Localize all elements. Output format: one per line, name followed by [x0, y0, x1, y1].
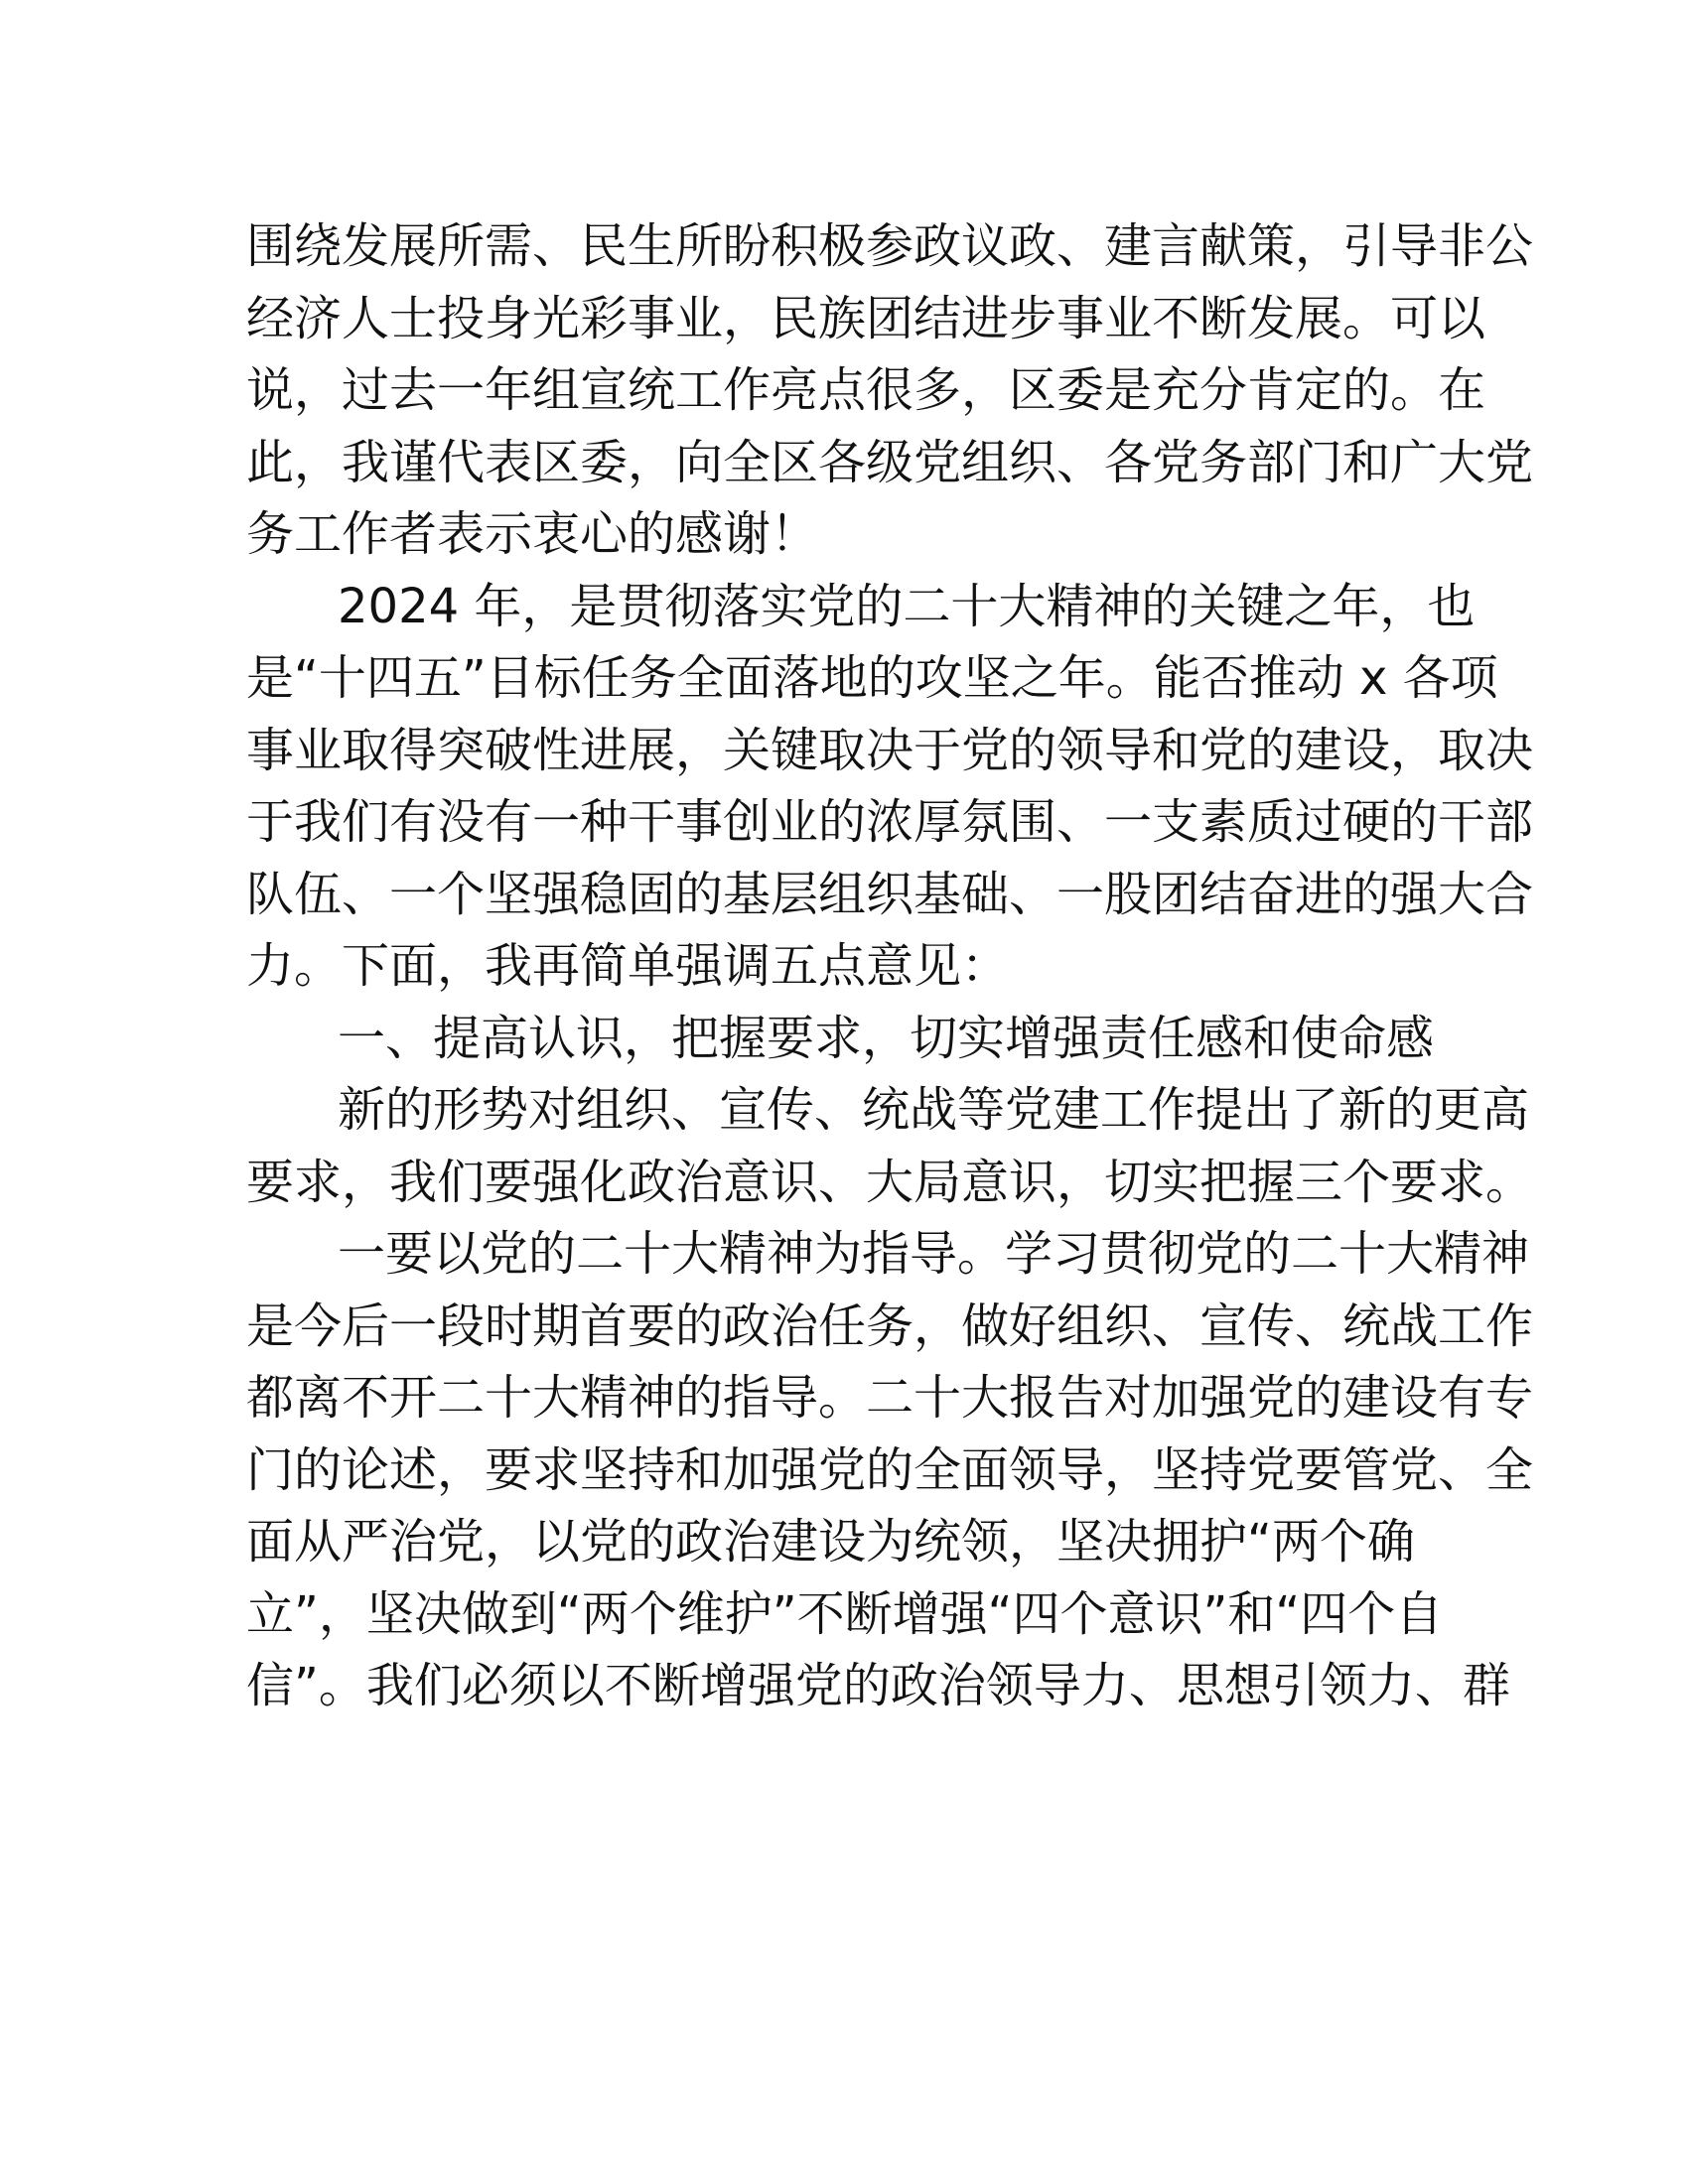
text-line: 此，我谨代表区委，向全区各级党组织、各党务部门和广大党 — [246, 434, 1534, 490]
section-heading: 一、提高认识，把握要求，切实增强责任感和使命感 — [338, 1010, 1435, 1066]
text-line: 门的论述，要求坚持和加强党的全面领导，坚持党要管党、全 — [246, 1441, 1534, 1498]
text-line: 是“十四五”目标任务全面落地的攻坚之年。能否推动 x 各项 — [246, 650, 1498, 706]
text-line: 务工作者表示衷心的感谢！ — [246, 506, 819, 562]
text-line: 说，过去一年组宣统工作亮点很多，区委是充分肯定的。在 — [246, 362, 1486, 418]
text-line: 都离不开二十大精神的指导。二十大报告对加强党的建设有专 — [246, 1370, 1534, 1426]
text-line: 于我们有没有一种干事创业的浓厚氛围、一支素质过硬的干部 — [246, 794, 1534, 850]
text-line: 2024 年，是贯彻落实党的二十大精神的关键之年，也 — [338, 578, 1476, 634]
text-line: 围绕发展所需、民生所盼积极参政议政、建言献策，引导非公 — [246, 218, 1534, 274]
text-line: 是今后一段时期首要的政治任务，做好组织、宣传、统战工作 — [246, 1297, 1534, 1354]
text-line: 队伍、一个坚强稳固的基层组织基础、一股团结奋进的强大合 — [246, 866, 1534, 922]
text-line: 信”。我们必须以不断增强党的政治领导力、思想引领力、群 — [246, 1658, 1510, 1713]
paragraph-requirements — [246, 1074, 1534, 1218]
text-line: 力。下面，我再简单强调五点意见： — [246, 938, 1010, 994]
paragraph-thanks — [246, 210, 1534, 571]
text-line: 经济人士投身光彩事业，民族团结进步事业不断发展。可以 — [246, 290, 1486, 346]
text-line: 新的形势对组织、宣传、统战等党建工作提出了新的更高 — [338, 1082, 1530, 1138]
text-line: 事业取得突破性进展，关键取决于党的领导和党的建设，取决 — [246, 722, 1534, 778]
document-body — [246, 210, 1534, 1722]
text-line: 面从严治党，以党的政治建设为统领，坚决拥护“两个确 — [246, 1514, 1415, 1570]
paragraph-guidance — [246, 1218, 1534, 1722]
paragraph-2024 — [246, 571, 1534, 1003]
text-line: 要求，我们要强化政治意识、大局意识，切实把握三个要求。 — [246, 1154, 1534, 1210]
text-line: 一要以党的二十大精神为指导。学习贯彻党的二十大精神 — [338, 1226, 1530, 1282]
text-line: 立”，坚决做到“两个维护”不断增强“四个意识”和“四个自 — [246, 1585, 1444, 1642]
section-heading-1 — [246, 1003, 1438, 1075]
